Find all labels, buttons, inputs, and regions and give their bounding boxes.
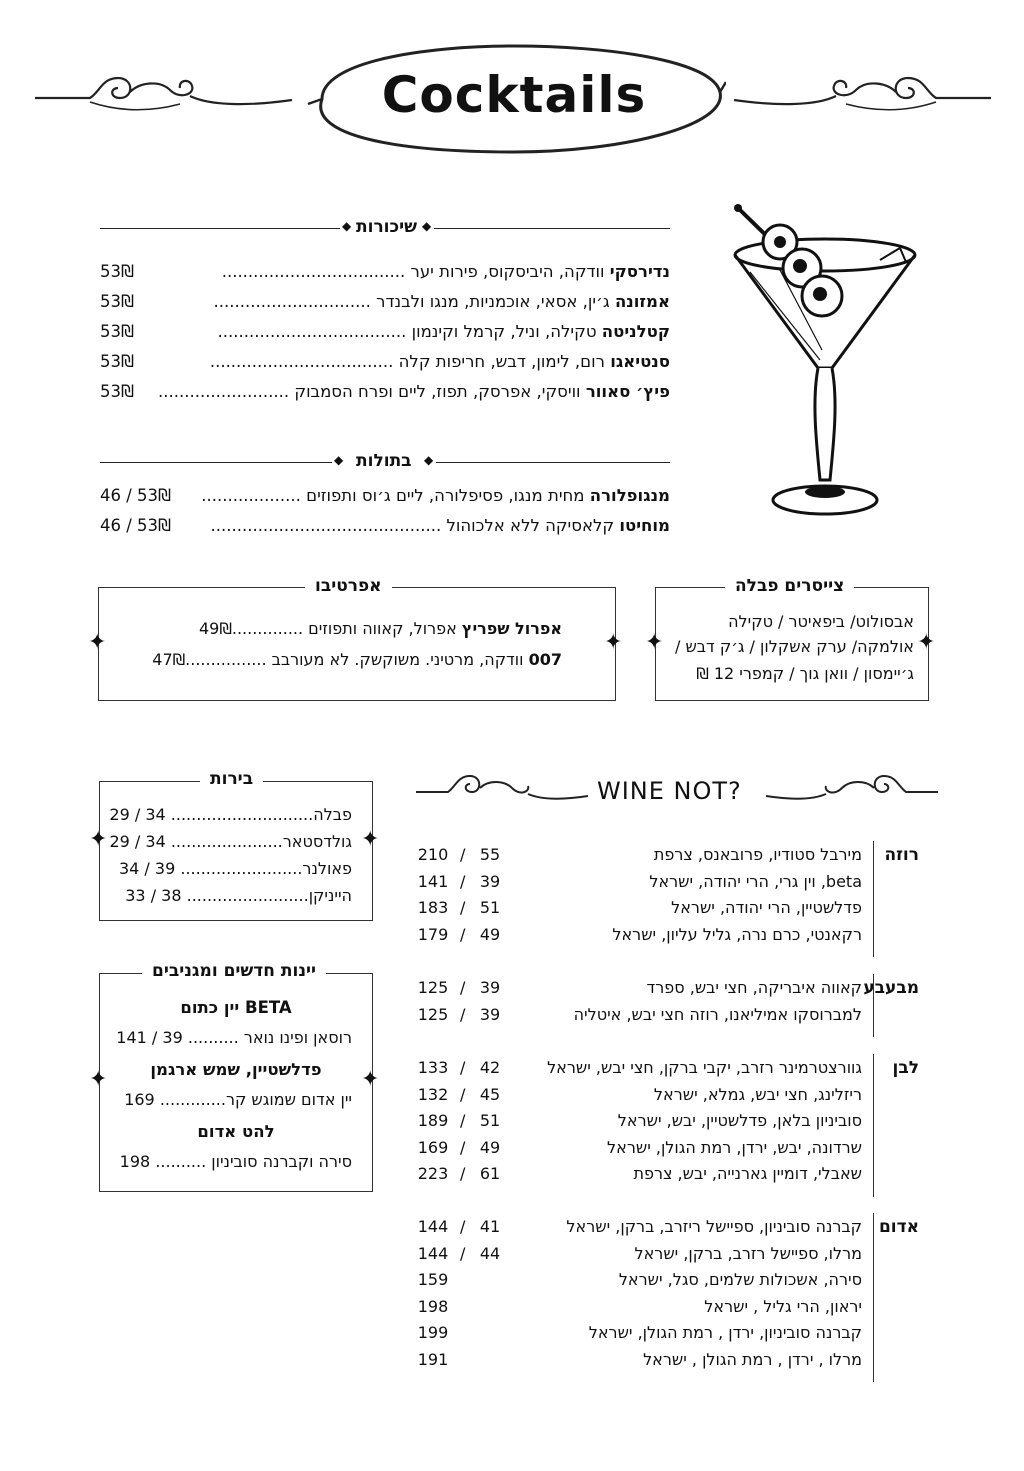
menu-item — [100, 382, 670, 406]
beer-item-dots: ........................ — [186, 886, 309, 905]
new-wine-desc: סירה וקברנה סוביניון .......... — [155, 1152, 352, 1171]
new-wine-line — [120, 1152, 352, 1171]
wine-glass-price: 61 — [479, 1164, 501, 1183]
beer-item — [119, 859, 352, 878]
wine-category: רוזה — [884, 845, 919, 865]
new-wine-heading: להט אדום — [197, 1122, 275, 1141]
wine-price-sep: / — [460, 845, 466, 864]
menu-item-name: פיץ׳ סאוור — [585, 382, 670, 401]
wine-category: מבעבע — [863, 978, 919, 998]
new-wine-line — [124, 1090, 352, 1109]
star-icon: ✦ — [645, 630, 664, 655]
aperitivo-item-desc: אפרול, קאווה ותפוזים — [308, 619, 457, 638]
wine-name: פדלשטיין, הרי יהודה, ישראל — [671, 898, 862, 917]
wine-glass-price: 51 — [479, 898, 501, 917]
menu-item-desc: ג׳ין, אסאי, אוכמניות, מנגו ולבנדר — [376, 292, 610, 311]
new-wines-title: יינות חדשים ומגניבים — [142, 961, 326, 981]
menu-item-price: 53₪ — [100, 322, 134, 341]
wine-name: קברנה סוביניון, ירדן , רמת הגולן, ישראל — [588, 1323, 862, 1342]
menu-item — [100, 352, 670, 376]
wine-bottle-price: 144 — [417, 1243, 449, 1263]
beer-item — [125, 886, 352, 905]
new-wine-line — [116, 1028, 352, 1047]
wine-bottle-price: 223 — [417, 1164, 449, 1183]
menu-item-dots: .................................... — [217, 322, 407, 341]
menu-item-desc: טקילה, וניל, קרמל וקינמון — [411, 322, 597, 341]
wine-bottle-price: 125 — [417, 1004, 449, 1024]
wine-bottle-price: 144 — [417, 1217, 449, 1236]
wine-divider — [873, 974, 874, 1037]
menu-item — [100, 322, 670, 346]
wine-glass-price: 39 — [479, 1004, 501, 1024]
wine-price-sep: / — [460, 1217, 466, 1236]
wine-price-sep: / — [460, 1084, 466, 1104]
wine-bottle-price: 198 — [417, 1296, 449, 1316]
aperitivo-item — [152, 650, 562, 669]
menu-item-dots: ......................... — [157, 382, 290, 401]
wine-name: למברוסקו אמיליאנו, רוזה חצי יבש, איטליה — [573, 1004, 862, 1024]
wine-bottle-price: 189 — [417, 1111, 449, 1130]
new-wine-desc: יין אדום שמוגש קר............. — [159, 1090, 352, 1109]
menu-item-price: 53₪ — [100, 292, 134, 311]
wine-name: קברנה סוביניון, ספיישל ריזרב, ברקן, ישראל — [566, 1217, 862, 1236]
wine-name: מירבל סטודיו, פרובאנס, צרפת — [653, 845, 862, 864]
menu-item-dots: ................................... — [221, 262, 406, 281]
menu-item-name: סנטיאגו — [610, 352, 670, 371]
menu-item — [100, 292, 670, 316]
beer-item-name: גולדסטאר — [282, 832, 352, 851]
menu-item-desc: וויסקי, אפרסק, תפוז, ליים ופרח הסמבוק — [294, 382, 581, 401]
wine-name: קאווה איבריקה, חצי יבש, ספרד — [646, 978, 862, 997]
wine-bottle-price: 210 — [417, 845, 449, 864]
menu-item-dots: ................................... — [209, 352, 394, 371]
aperitivo-item-desc: וודקה, מרטיני. משוקשק. לא מעורבב — [271, 650, 524, 669]
wine-name: רקאנטי, כרם נרה, גליל עליון, ישראל — [612, 924, 862, 944]
wine-name: מרלו , ירדן , רמת הגולן , ישראל — [643, 1349, 862, 1369]
beers-title: בירות — [200, 769, 263, 789]
martini-icon — [720, 200, 930, 530]
wine-category: אדום — [878, 1217, 919, 1237]
beer-item-name: פאולנר — [302, 859, 352, 878]
star-icon: ✦ — [917, 630, 936, 655]
wine-bottle-price: 141 — [417, 871, 449, 891]
beer-item-price: 29 / 34 — [109, 805, 166, 824]
menu-item-name: מוחיטו — [619, 516, 670, 535]
wine-glass-price: 44 — [479, 1243, 501, 1263]
wine-price-sep: / — [460, 978, 466, 997]
beer-item-name: הייניקן — [308, 886, 352, 905]
menu-item-desc: רום, לימון, דבש, חריפות קלה — [398, 352, 605, 371]
wine-price-sep: / — [460, 1137, 466, 1157]
star-icon: ✦ — [361, 827, 380, 852]
menu-item-price: 46 / 53₪ — [100, 516, 171, 535]
new-wine-heading: פדלשטיין, שמש ארגמן — [150, 1060, 322, 1079]
diamond-icon: ◆ — [342, 219, 352, 233]
wine-price-sep: / — [460, 1058, 466, 1077]
aperitivo-item-price: 47₪ — [152, 650, 186, 669]
wine-bottle-price: 132 — [417, 1084, 449, 1104]
wine-name: גוורצטרמינר רזרב, יקבי ברקן, חצי יבש, ישראל — [547, 1058, 862, 1077]
beer-item-dots: ........................ — [180, 859, 303, 878]
new-wine-desc: רוסאן ופינו נואר .......... — [187, 1028, 352, 1047]
wine-price-sep: / — [460, 1243, 466, 1263]
wine-glass-price: 51 — [479, 1111, 501, 1130]
virgins-title: בתולות — [356, 451, 412, 471]
menu-item — [100, 262, 670, 286]
menu-item-dots: .............................. — [213, 292, 371, 311]
virgins-heading — [100, 452, 670, 472]
menu-item-dots: ............................................ — [210, 516, 442, 535]
title-flourish-right — [726, 62, 996, 122]
wine-name: סירה, אשכולות שלמים, סגל, ישראל — [618, 1270, 862, 1289]
wine-bottle-price: 169 — [417, 1137, 449, 1157]
aperitivo-item-dots: ................ — [185, 650, 267, 669]
wine-glass-price: 39 — [479, 871, 501, 891]
menu-item-price: 53₪ — [100, 262, 134, 281]
star-icon: ✦ — [89, 1067, 108, 1092]
wine-price-sep: / — [460, 1164, 466, 1183]
menu-item-price: 53₪ — [100, 382, 134, 401]
menu-item-name: מנגופלורה — [589, 486, 670, 505]
diamond-icon: ◆ — [424, 453, 434, 467]
aperitivo-item-name: אפרול שפריץ — [461, 619, 562, 638]
menu-item — [100, 516, 670, 540]
chasers-line: אולמקה/ ערק אשקלון / ג׳ק דבש / — [674, 637, 914, 656]
wine-name: שרדונה, יבש, ירדן, רמת הגולן, ישראל — [607, 1137, 862, 1157]
beer-item-dots: ............................ — [170, 805, 314, 824]
new-wine-heading: BETA יין כתום — [180, 998, 292, 1017]
title-flourish-left — [30, 62, 300, 122]
star-icon: ✦ — [88, 630, 107, 655]
menu-item-desc: קלאסיקה ללא אלכוהול — [446, 516, 615, 535]
wine-name: יראון, הרי גליל , ישראל — [704, 1296, 862, 1316]
wine-price-sep: / — [460, 924, 466, 944]
beer-item-name: פבלה — [313, 805, 352, 824]
wine-price-sep: / — [460, 1004, 466, 1024]
diamond-icon: ◆ — [422, 219, 432, 233]
menu-item-price: 46 / 53₪ — [100, 486, 171, 505]
beer-item — [109, 832, 352, 851]
wine-glass-price: 41 — [479, 1217, 501, 1236]
beer-item-price: 34 / 39 — [118, 859, 176, 878]
new-wine-price: 169 — [124, 1090, 155, 1109]
wine-bottle-price: 183 — [417, 898, 449, 917]
menu-item-price: 53₪ — [100, 352, 134, 371]
menu-item-desc: מחית מנגו, פסיפלורה, ליים ג׳וס ותפוזים — [306, 486, 585, 505]
spirits-title: שיכורות — [356, 217, 418, 237]
new-wine-price: 141 / 39 — [116, 1028, 183, 1047]
aperitivo-box — [98, 587, 616, 701]
chasers-line: אבסולוט/ ביפאיטר / טקילה — [728, 612, 914, 631]
page-title: Cocktails — [381, 66, 647, 124]
wine-title: WINE NOT? — [597, 777, 742, 805]
wine-glass-price: 42 — [479, 1058, 501, 1077]
wine-glass-price: 39 — [479, 978, 501, 997]
wine-name: סוביניון בלאן, פדלשטיין, יבש, ישראל — [617, 1111, 862, 1130]
wine-name: מרלו, ספיישל רזרב, ברקן, ישראל — [634, 1243, 862, 1263]
wine-divider — [873, 1054, 874, 1197]
wine-name: שאבלי, דומיין גארנייה, יבש, צרפת — [633, 1164, 862, 1183]
wine-divider — [873, 841, 874, 957]
star-icon: ✦ — [89, 827, 108, 852]
aperitivo-item-price: 49₪ — [198, 619, 232, 638]
beer-item — [109, 805, 352, 824]
wine-price-sep: / — [460, 871, 466, 891]
star-icon: ✦ — [604, 630, 623, 655]
wine-bottle-price: 125 — [417, 978, 449, 997]
wine-divider — [873, 1213, 874, 1382]
wine-bottle-price: 133 — [417, 1058, 449, 1077]
wine-name: ריזלינג, חצי יבש, גמלא, ישראל — [653, 1084, 862, 1104]
star-icon: ✦ — [361, 1067, 380, 1092]
aperitivo-title: אפרטיבו — [305, 576, 392, 596]
wine-price-sep: / — [460, 898, 466, 917]
wine-glass-price: 49 — [479, 1137, 501, 1157]
wine-bottle-price: 159 — [417, 1270, 449, 1289]
new-wine-price: 198 — [119, 1152, 151, 1171]
chasers-line: ג׳יימסון / וואן גוך / קמפרי 12 ₪ — [696, 664, 914, 683]
menu-item-name: נדירסקי — [609, 262, 670, 281]
menu-item — [100, 486, 670, 510]
diamond-icon: ◆ — [334, 453, 344, 467]
beer-item-price: 33 / 38 — [125, 886, 182, 905]
aperitivo-item-name: 007 — [528, 650, 562, 669]
menu-item-dots: ................... — [201, 486, 301, 505]
wine-glass-price: 55 — [479, 845, 501, 864]
wine-flourish-left — [412, 770, 592, 810]
wine-bottle-price: 191 — [417, 1349, 449, 1369]
wine-flourish-right — [762, 770, 942, 810]
wine-name: beta, וין גרי, הרי יהודה, ישראל — [649, 871, 862, 891]
spirits-heading — [100, 218, 670, 238]
wine-bottle-price: 179 — [417, 924, 449, 944]
aperitivo-item — [199, 619, 562, 638]
beer-item-dots: ...................... — [170, 832, 283, 851]
beer-item-price: 29 / 34 — [109, 832, 166, 851]
wine-category: לבן — [892, 1058, 919, 1078]
wine-price-sep: / — [460, 1111, 466, 1130]
menu-item-desc: וודקה, היביסקוס, פירות יער — [410, 262, 605, 281]
aperitivo-item-dots: .............. — [231, 619, 304, 638]
wine-bottle-price: 199 — [417, 1323, 449, 1342]
chasers-title: צייסרים פבלה — [725, 576, 854, 596]
menu-item-name: אמזונה — [614, 292, 670, 311]
wine-glass-price: 45 — [479, 1084, 501, 1104]
wine-glass-price: 49 — [479, 924, 501, 944]
menu-item-name: קטלניטה — [601, 322, 670, 341]
